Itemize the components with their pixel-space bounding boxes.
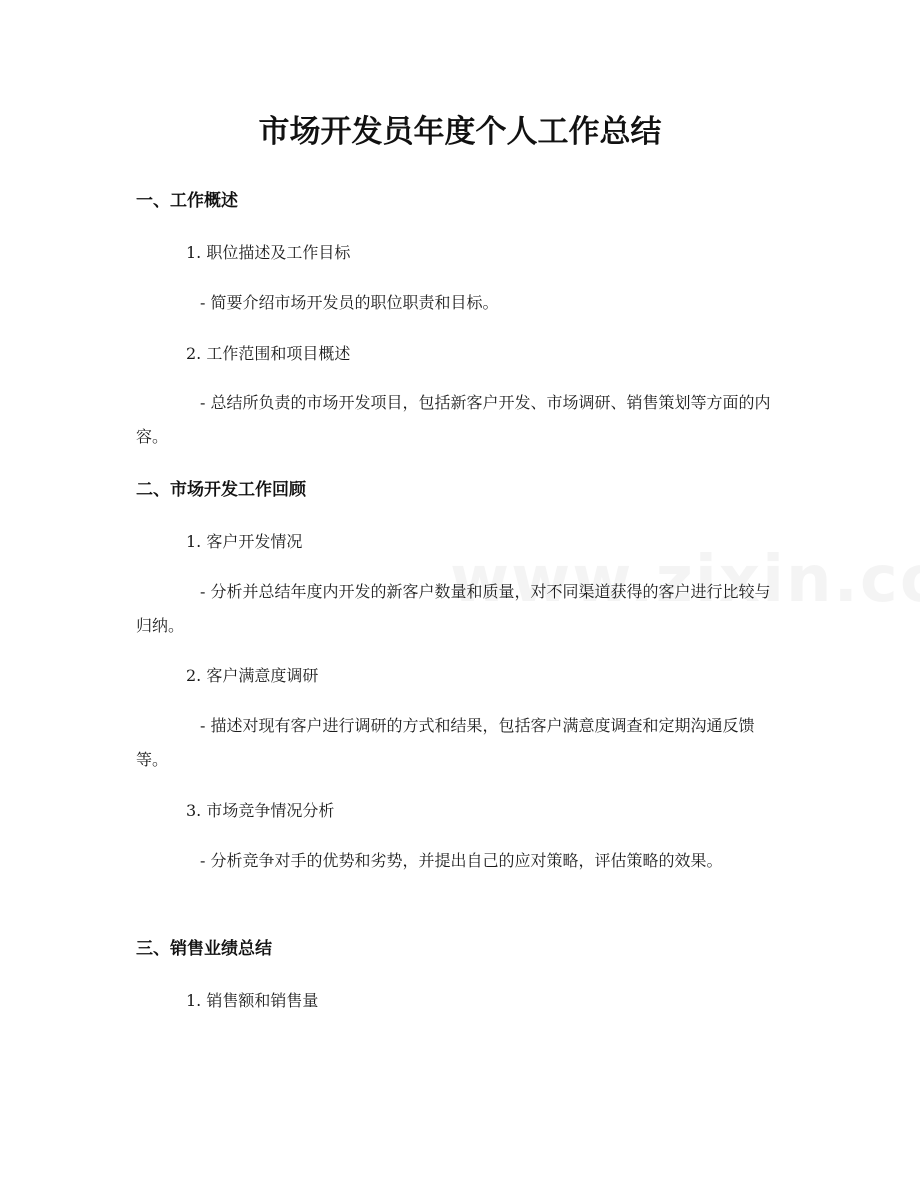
document-title: 市场开发员年度个人工作总结: [258, 114, 662, 150]
list-item-label: 1. 客户开发情况: [186, 532, 303, 551]
section-heading: 二、市场开发工作回顾: [136, 480, 306, 500]
section-heading: 一、工作概述: [136, 191, 238, 211]
list-item-text: - 简要介绍市场开发员的职位职责和目标。: [200, 293, 499, 312]
list-item-text: - 分析竞争对手的优势和劣势，并提出自己的应对策略，评估策略的效果。: [200, 851, 723, 870]
list-item-label: 1. 职位描述及工作目标: [186, 243, 351, 262]
list-item-label: 2. 工作范围和项目概述: [186, 344, 351, 363]
section-heading: 三、销售业绩总结: [136, 939, 272, 959]
list-item-text: - 分析并总结年度内开发的新客户数量和质量，对不同渠道获得的客户进行比较与归纳。: [136, 582, 771, 635]
list-item-label: 1. 销售额和销售量: [186, 991, 319, 1010]
list-item-label: 3. 市场竞争情况分析: [186, 801, 335, 820]
list-item-label: 2. 客户满意度调研: [186, 666, 319, 685]
list-item-text: - 总结所负责的市场开发项目，包括新客户开发、市场调研、销售策划等方面的内容。: [136, 393, 771, 446]
list-item-text: - 描述对现有客户进行调研的方式和结果，包括客户满意度调查和定期沟通反馈等。: [136, 716, 755, 769]
